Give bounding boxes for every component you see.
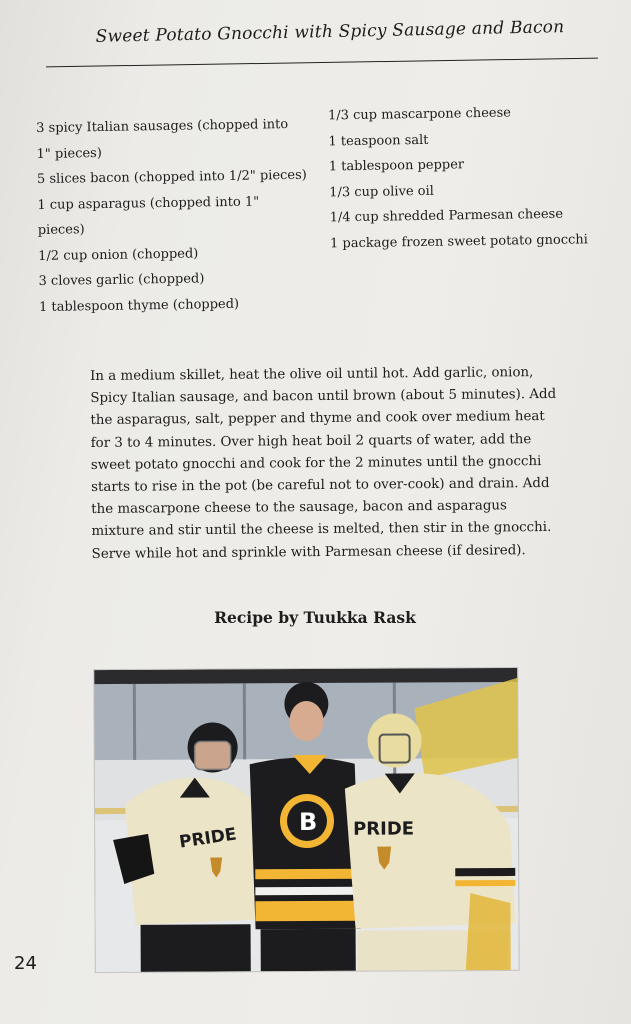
ingredient-item: 3 cloves garlic (chopped) bbox=[38, 271, 205, 289]
ingredient-item: 1/3 cup olive oil bbox=[329, 183, 434, 200]
recipe-instructions: In a medium skillet, heat the olive oil until hot. Add garlic, onion, Spicy Italian sausage, and bacon until brown (about 5 minutes). Add the asparagus, salt, pepper and thyme and cook over medium heat for 3 to 4 minutes. Over high heat boil 2 quarts of water, add the sweet potato gnocchi and cook for the 2 minutes until the gnocchi starts to rise in the pot (be careful not to over-cook) and drain. Add the mascarpone cheese to the sausage, bacon and asparagus mixture and stir until the cheese is melted, then stir in the gnocchi. Serve while hot and sprinkle with Parmesan cheese (if desired). bbox=[90, 365, 557, 562]
recipe-title: Sweet Potato Gnocchi with Spicy Sausage and Bacon bbox=[95, 17, 565, 47]
goalie-pad bbox=[465, 893, 510, 970]
goalie-mask bbox=[367, 713, 421, 767]
ingredient-item: 1 tablespoon pepper bbox=[328, 157, 465, 175]
rink-top-rail bbox=[94, 668, 517, 684]
right-jersey-text: PRIDE bbox=[352, 818, 415, 840]
ingredients-column-right bbox=[328, 99, 610, 256]
page-number: 24 bbox=[14, 953, 37, 974]
ingredient-item: 1/4 cup shredded Parmesan cheese bbox=[329, 206, 564, 226]
ingredient-item: 1/2 cup onion (chopped) bbox=[38, 245, 199, 264]
center-jersey-stripe bbox=[255, 869, 360, 880]
title-underline bbox=[46, 58, 598, 68]
ingredients-list bbox=[36, 105, 606, 315]
ingredient-item: 1/3 cup mascarpone cheese bbox=[327, 105, 512, 124]
bruins-logo-letter: B bbox=[298, 807, 318, 837]
hockey-players-photo bbox=[94, 668, 519, 972]
ingredient-item: 1 tablespoon thyme (chopped) bbox=[38, 296, 240, 315]
ingredients-column-left bbox=[36, 112, 309, 320]
recipe-credit: Recipe by Tuukka Rask bbox=[214, 608, 416, 627]
ingredient-item: 1 cup asparagus (chopped into 1" pieces) bbox=[37, 194, 260, 238]
ingredient-item: 5 slices bacon (chopped into 1/2" pieces) bbox=[36, 167, 307, 187]
ingredient-item: 3 spicy Italian sausages (chopped into 1" pieces) bbox=[36, 117, 289, 162]
ingredient-item: 1 package frozen sweet potato gnocchi bbox=[329, 231, 589, 251]
left-jersey-text: PRIDE bbox=[177, 824, 238, 853]
ingredient-item: 1 teaspoon salt bbox=[328, 132, 429, 149]
